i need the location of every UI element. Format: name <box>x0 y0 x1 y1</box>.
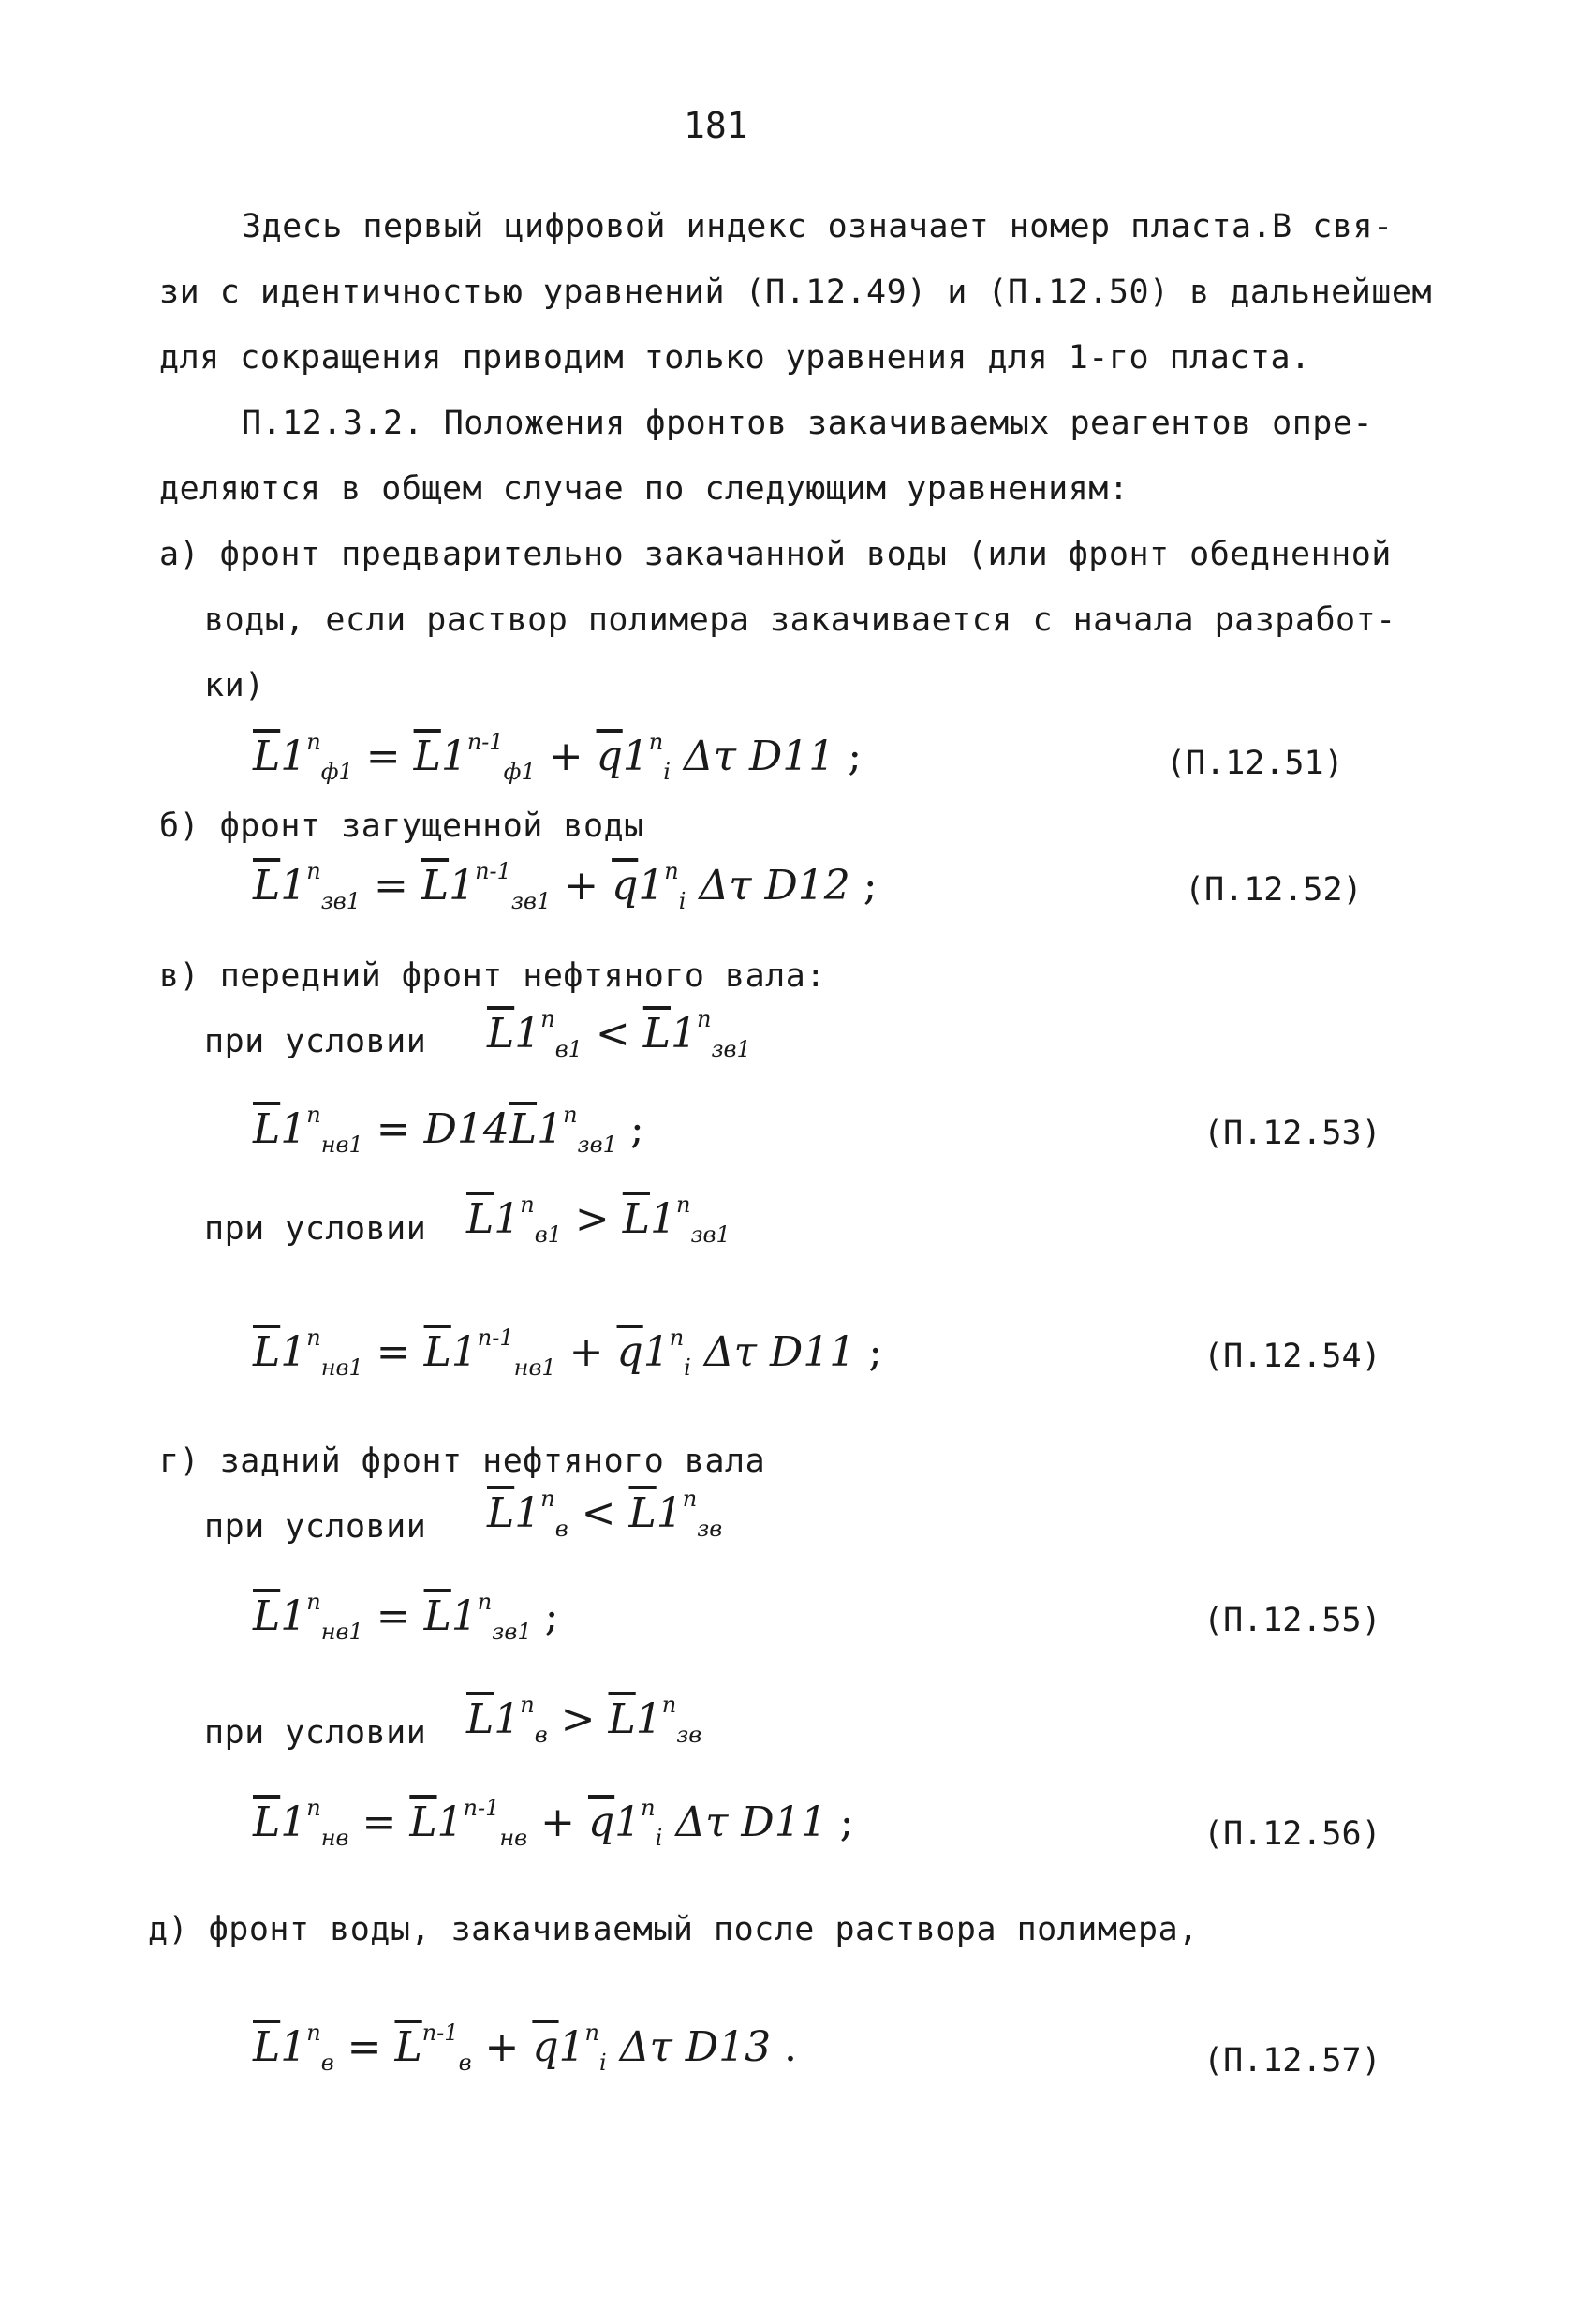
equation-number: (П.12.53) <box>1203 1115 1381 1152</box>
condition-formula: $\overline{L}1^n_в < \overline{L}1^n_{зв}$ <box>487 1486 723 1542</box>
condition-label: при условии <box>204 1210 427 1248</box>
equation-number: (П.12.55) <box>1203 1602 1381 1639</box>
paragraph-line: зи с идентичностью уравнений (П.12.49) и (П.12.50) в дальнейшем <box>159 274 1433 311</box>
equation-number: (П.12.57) <box>1203 2042 1381 2080</box>
equation-number: (П.12.51) <box>1166 745 1344 782</box>
page-number: 181 <box>684 105 748 146</box>
equation-formula: $\overline{L}1^n_в = \overline{L}^{n-1}_в + \overline{q}1^n_i$ Δτ D13 . <box>253 2020 798 2076</box>
list-item-b: б) фронт загущенной воды <box>159 807 644 845</box>
equation-formula: $\overline{L}1^n_{ф1} = \overline{L}1^{n-1}_{ф1} + \overline{q}1^n_i$ Δτ D11 ; <box>253 729 863 785</box>
list-item-a: а) фронт предварительно закачанной воды (или фронт обедненной <box>159 536 1392 573</box>
condition-formula: $\overline{L}1^n_{в1} < \overline{L}1^n_{зв1}$ <box>487 1006 751 1062</box>
equation-formula: $\overline{L}1^n_{нв} = \overline{L}1^{n-1}_{нв} + \overline{q}1^n_i$ Δτ D11 ; <box>253 1795 854 1851</box>
equation-number: (П.12.52) <box>1185 871 1363 909</box>
equation-formula: $\overline{L}1^n_{зв1} = \overline{L}1^{n-1}_{зв1} + \overline{q}1^n_i$ Δτ D12 ; <box>253 858 878 914</box>
paragraph-line: деляются в общем случае по следующим уравнениям: <box>159 470 1129 508</box>
equation-formula: $\overline{L}1^n_{нв1} = \overline{L}1^n_{зв1}$ ; <box>253 1589 559 1645</box>
list-item-g: г) задний фронт нефтяного вала <box>159 1443 766 1480</box>
equation-number: (П.12.54) <box>1203 1338 1381 1375</box>
condition-label: при условии <box>204 1023 427 1060</box>
condition-label: при условии <box>204 1508 427 1546</box>
list-item-d: д) фронт воды, закачиваемый после раствора полимера, <box>148 1911 1199 1948</box>
equation-number: (П.12.56) <box>1203 1815 1381 1853</box>
condition-label: при условии <box>204 1714 427 1752</box>
condition-formula: $\overline{L}1^n_в > \overline{L}1^n_{зв}$ <box>466 1692 702 1748</box>
list-item-v: в) передний фронт нефтяного вала: <box>159 957 826 995</box>
paragraph-line: для сокращения приводим только уравнения для 1-го пласта. <box>159 339 1311 377</box>
equation-formula: $\overline{L}1^n_{нв1} = D14\overline{L}1^n_{зв1}$ ; <box>253 1102 644 1158</box>
paragraph-line: П.12.3.2. Положения фронтов закачиваемых реагентов опре- <box>242 405 1374 442</box>
equation-formula: $\overline{L}1^n_{нв1} = \overline{L}1^{n-1}_{нв1} + \overline{q}1^n_i$ Δτ D11 ; <box>253 1325 883 1381</box>
condition-formula: $\overline{L}1^n_{в1} > \overline{L}1^n_{зв1}$ <box>466 1192 731 1248</box>
paragraph-line: Здесь первый цифровой индекс означает номер пласта.В свя- <box>242 208 1394 245</box>
list-item-a-cont: воды, если раствор полимера закачивается с начала разработ- <box>204 601 1396 639</box>
list-item-a-cont: ки) <box>204 667 265 704</box>
